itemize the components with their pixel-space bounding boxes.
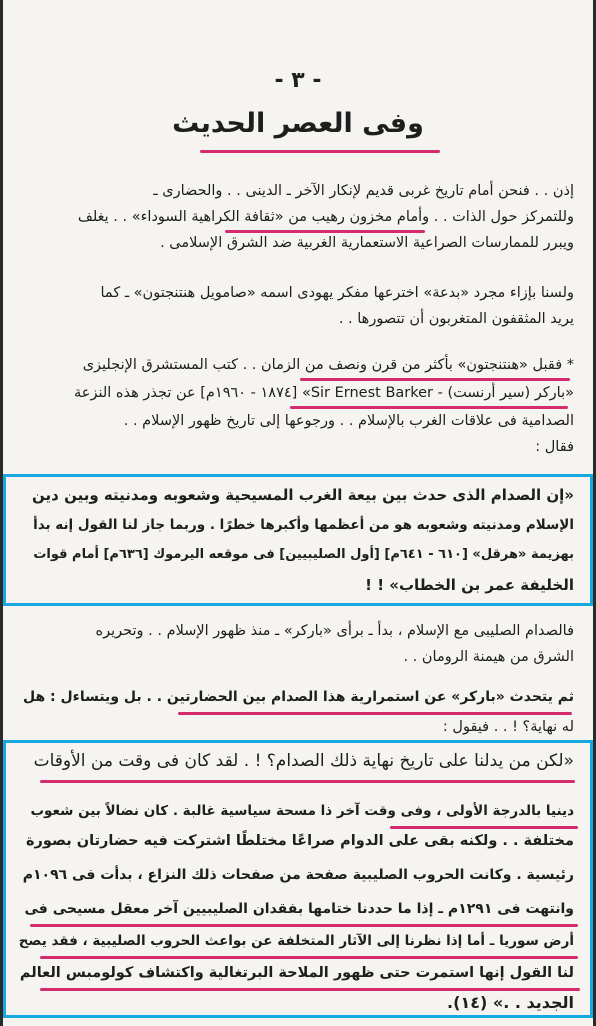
quote-1-line-3: بهزيمة «هرقل» [٦١٠ - ٦٤١م] [أول الصليبيين] فى موقعه اليرموك [٦٣٦م] أمام قوات bbox=[33, 547, 574, 562]
paragraph-3-line-1: * فقبل «هنتنجتون» بأكثر من قرن ونصف من الزمان . . كتب المستشرق الإنجليزى bbox=[82, 357, 574, 373]
quote-2-line-8: الجديد . .» (١٤). bbox=[447, 993, 574, 1012]
title-underline bbox=[200, 150, 440, 153]
quote-2-line-1: «لكن من يدلنا على تاريخ نهاية ذلك الصدام؟ ! . لقد كان فى وقت من الأوقات bbox=[33, 751, 574, 771]
quote-1-line-4: الخليفة عمر بن الخطاب» ! ! bbox=[365, 576, 574, 594]
quote-2-line-6: أرض سوريا ـ أما إذا نظرنا إلى الآثار المتخلفة عن بواعث الحروب الصليبية ، فقد يصح bbox=[18, 933, 574, 949]
paragraph-3-line-2: «باركر (سير أرنست) - Sir Ernest Barker» [١٨٧٤ - ١٩٦٠م] عن تجذر هذه النزعة bbox=[74, 385, 574, 401]
paragraph-5-line-2: له نهاية؟ ! . . فيقول : bbox=[442, 719, 574, 735]
highlight-underline bbox=[178, 712, 572, 715]
quote-2-line-3: مختلفة . . ولكنه بقى على الدوام صراعًا مختلطًا اشتركت فيه حضارتان بصورة bbox=[25, 833, 574, 849]
highlight-underline bbox=[40, 956, 578, 959]
paragraph-2-line-1: ولسنا بإزاء مجرد «بدعة» اخترعها مفكر يهودى اسمه «صامويل هنتنجتون» ـ كما bbox=[100, 285, 574, 301]
paragraph-3-line-4: فقال : bbox=[535, 439, 574, 455]
chapter-number: - ٣ - bbox=[274, 68, 322, 93]
highlight-underline bbox=[30, 924, 578, 927]
highlight-underline bbox=[290, 406, 568, 409]
highlight-underline bbox=[40, 780, 575, 783]
paragraph-1-line-3: ويبرر للممارسات الصراعية الاستعمارية الغربية ضد الشرق الإسلامى . bbox=[160, 235, 574, 251]
paragraph-1-line-1: إذن . . فنحن أمام تاريخ غربى قديم لإنكار الآخر ـ الدينى . . والحضارى ـ bbox=[153, 183, 574, 199]
quote-1-line-2: الإسلام ومدنيته وشعوبه هو من أعظمها وأكبرها خطرًا . وربما جاز لنا القول إنه بدأ bbox=[33, 517, 574, 533]
quote-2-line-4: رئيسية . وكانت الحروب الصليبية صفحة من صفحات ذلك النزاع ، بدأت فى ١٠٩٦م bbox=[22, 867, 574, 883]
quote-2-line-7: لنا القول إنها استمرت حتى ظهور الملاحة البرتغالية واكتشاف كولومبس العالم bbox=[19, 965, 574, 981]
section-title: وفى العصر الحديث bbox=[172, 108, 424, 139]
highlight-underline bbox=[300, 378, 570, 381]
quote-2-line-5: وانتهت فى ١٢٩١م ـ إذا ما حددنا ختامها بفقدان الصليبيين آخر معقل مسيحى فى bbox=[24, 901, 574, 917]
paragraph-4-line-2: الشرق من هيمنة الرومان . . bbox=[403, 649, 574, 665]
highlight-underline bbox=[225, 230, 425, 233]
quote-1-line-1: «إن الصدام الذى حدث بين بيعة الغرب المسيحية وشعوبه ومدنيته وبين دين bbox=[32, 486, 574, 504]
paragraph-1-line-2: وللتمركز حول الذات . . وأمام مخزون رهيب من «ثقافة الكراهية السوداء» . . يغلف bbox=[77, 209, 574, 225]
highlight-underline bbox=[390, 826, 578, 829]
paragraph-4-line-1: فالصدام الصليبى مع الإسلام ، بدأ ـ برأى «باركر» ـ منذ ظهور الإسلام . . وتحريره bbox=[95, 623, 574, 639]
paragraph-3-line-3: الصدامية فى علاقات الغرب بالإسلام . . ورجوعها إلى تاريخ ظهور الإسلام . . bbox=[123, 413, 574, 429]
quote-2-line-2: دينيا بالدرجة الأولى ، وفى وقت آخر ذا مسحة سياسية غالبة . كان نضالاً بين شعوب bbox=[30, 803, 574, 819]
paragraph-2-line-2: يريد المثقفون المتغربون أن تتصورها . . bbox=[338, 311, 574, 327]
highlight-underline bbox=[40, 988, 580, 991]
paragraph-5-line-1: ثم يتحدث «باركر» عن استمرارية هذا الصدام بين الحضارتين . . بل ويتساءل : هل bbox=[22, 689, 574, 705]
